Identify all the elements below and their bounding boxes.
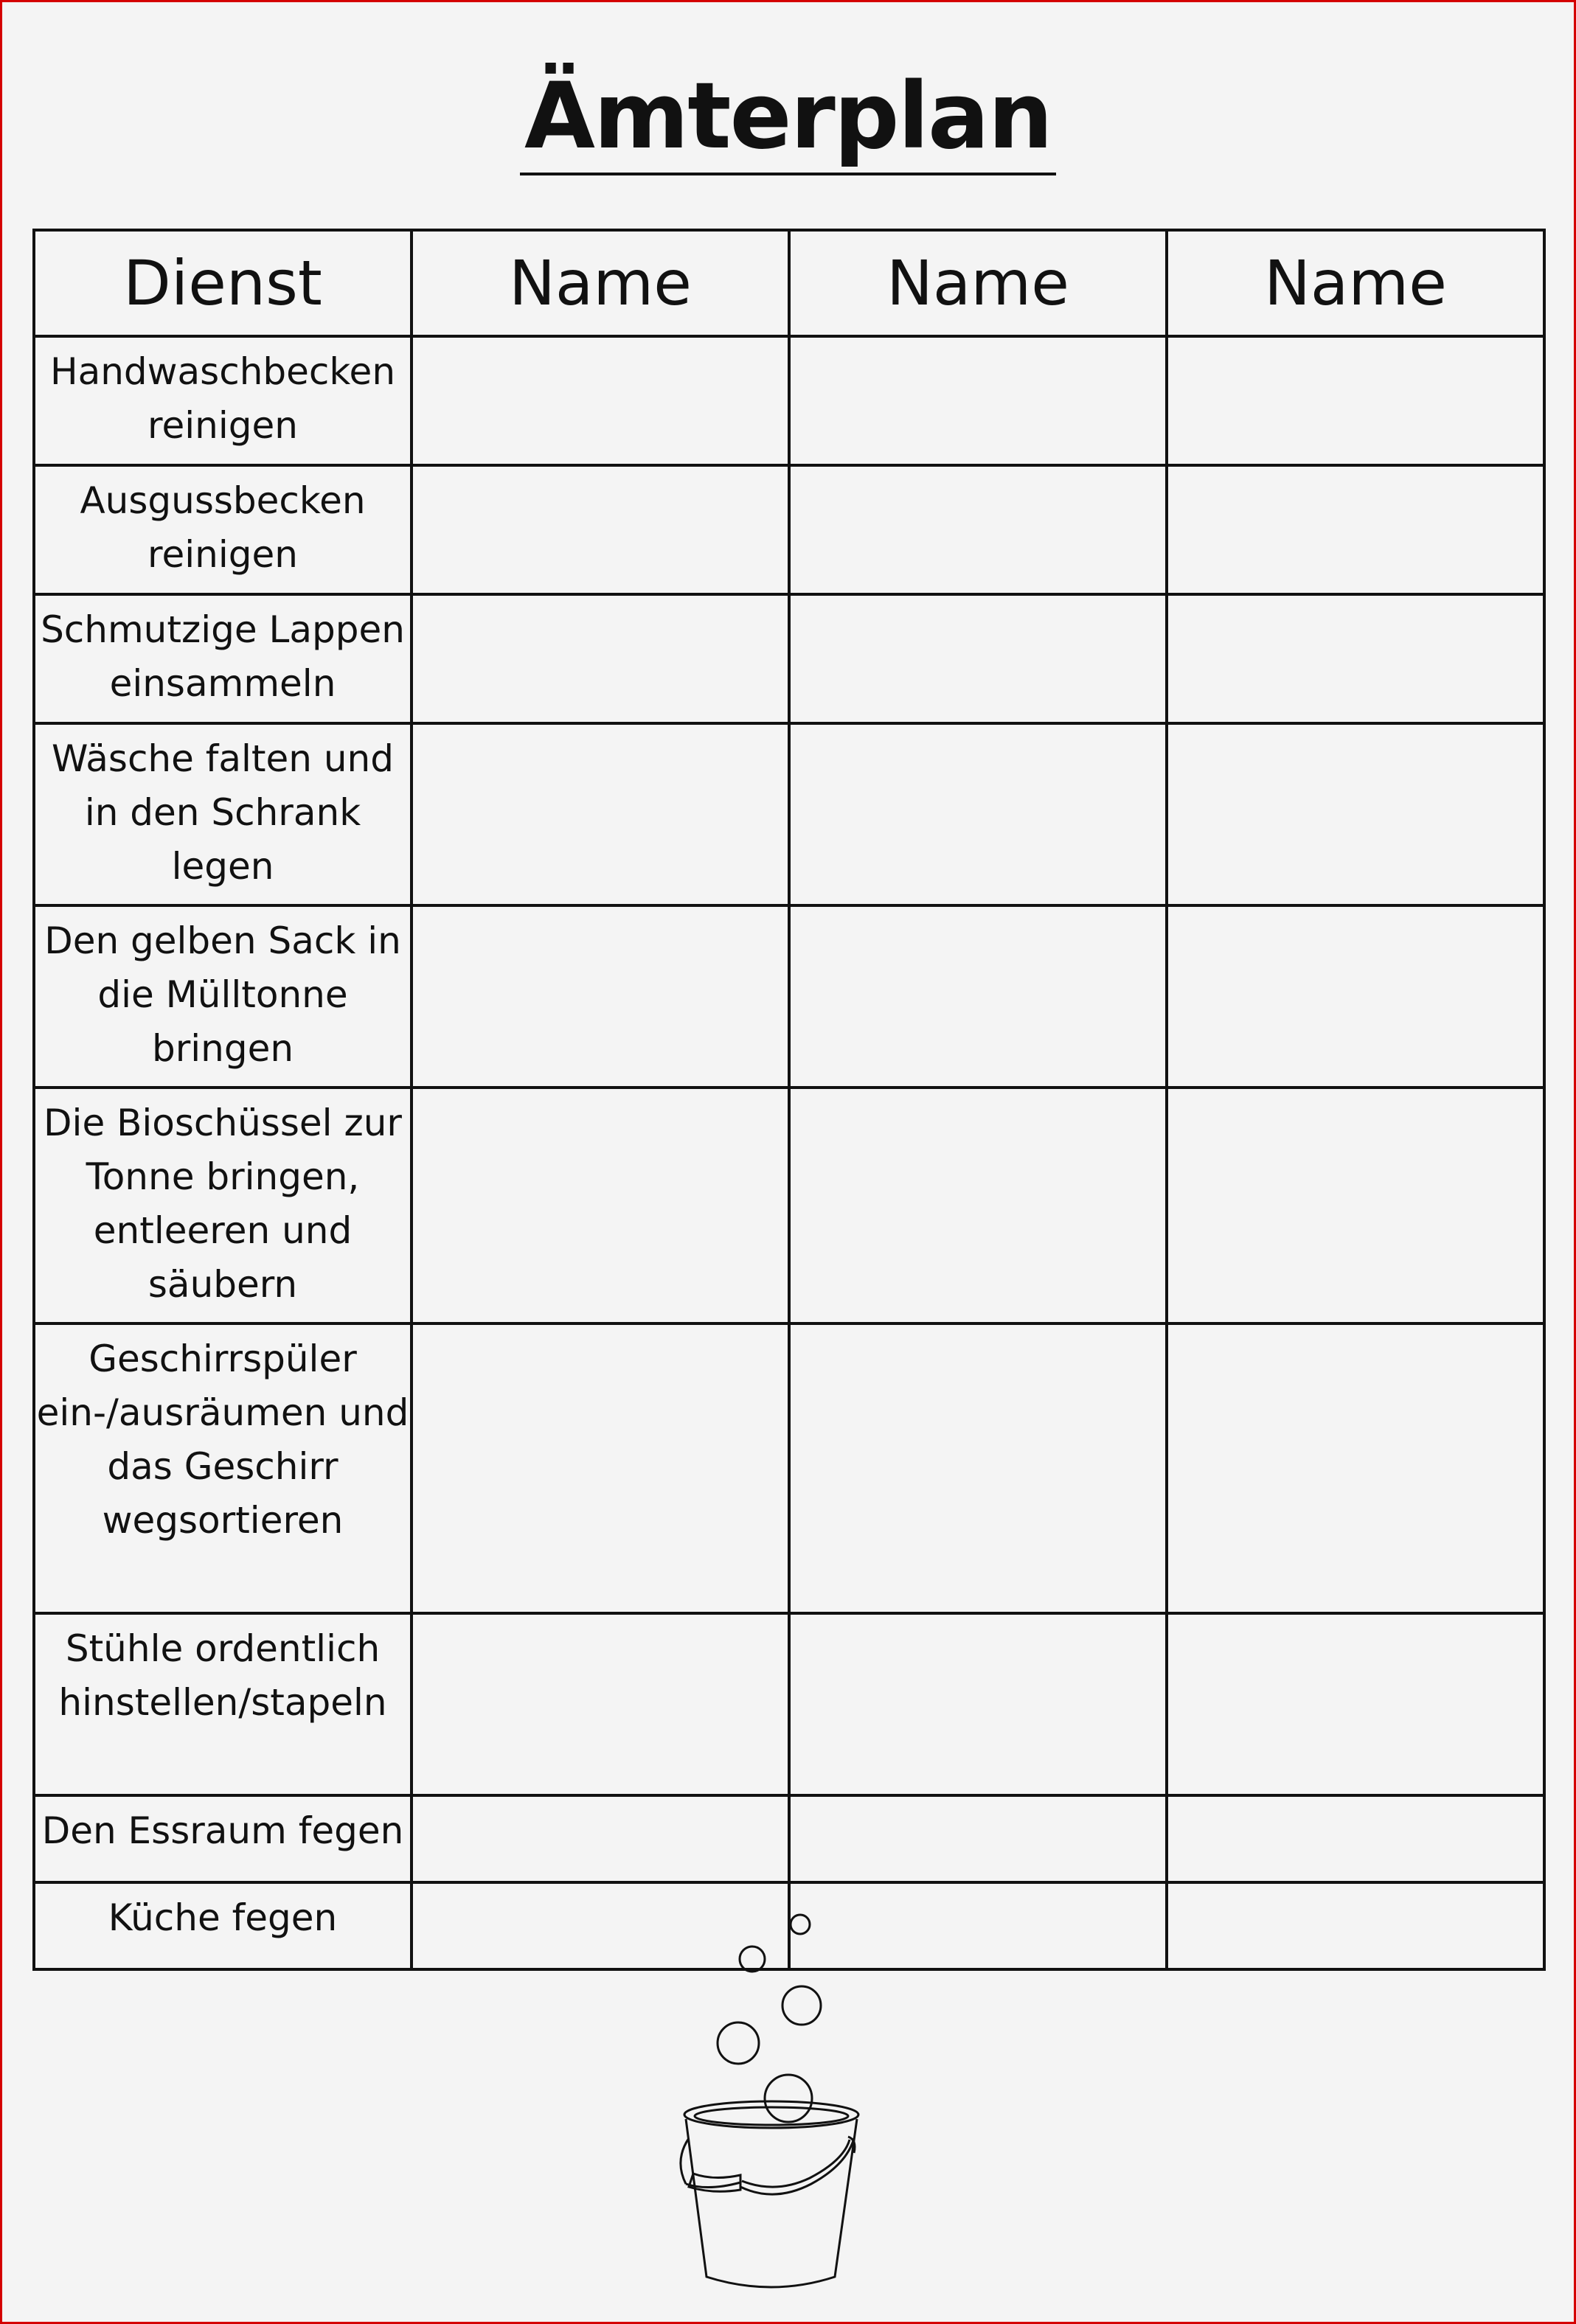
table-row: [34, 594, 1544, 723]
table-row: [34, 1613, 1544, 1795]
name-cell[interactable]: [1167, 723, 1544, 905]
name-cell[interactable]: [412, 594, 789, 723]
name-cell[interactable]: [412, 1323, 789, 1613]
name-cell[interactable]: [1167, 905, 1544, 1088]
name-cell[interactable]: [789, 905, 1167, 1088]
bubble-icon: [765, 2075, 812, 2122]
name-cell[interactable]: [789, 1613, 1167, 1795]
name-cell[interactable]: [789, 336, 1167, 465]
duty-cell: Stühle ordentlich hinstellen/stapeln: [34, 1613, 412, 1795]
name-cell[interactable]: [412, 1613, 789, 1795]
table-row: [34, 465, 1544, 594]
table-row: [34, 723, 1544, 905]
duty-cell: Die Bioschüssel zur Tonne bringen, entleeren und säubern: [34, 1088, 412, 1323]
name-cell[interactable]: [789, 465, 1167, 594]
bubble-icon: [718, 2022, 759, 2064]
name-cell[interactable]: [412, 905, 789, 1088]
bubble-icon: [782, 1986, 821, 2025]
name-cell[interactable]: [789, 1795, 1167, 1882]
name-cell[interactable]: [1167, 1613, 1544, 1795]
table-row: [34, 1795, 1544, 1882]
duty-cell: Schmutzige Lappen einsammeln: [34, 594, 412, 723]
name-cell[interactable]: [1167, 465, 1544, 594]
bubble-icon: [740, 1946, 765, 1972]
header-name: Name: [1167, 230, 1544, 336]
header-name: Name: [412, 230, 789, 336]
duty-cell: Den Essraum fegen: [34, 1795, 412, 1882]
duty-cell: Handwaschbecken reinigen: [34, 336, 412, 465]
duty-cell: Ausgussbecken reinigen: [34, 465, 412, 594]
name-cell[interactable]: [1167, 1088, 1544, 1323]
bucket-with-bubbles-icon: [664, 1902, 900, 2315]
duty-cell: Geschirrspüler ein-/ausräumen und das Geschirr wegsortieren: [34, 1323, 412, 1613]
duty-cell: Den gelben Sack in die Mülltonne bringen: [34, 905, 412, 1088]
name-cell[interactable]: [1167, 1882, 1544, 1969]
name-cell[interactable]: [412, 1795, 789, 1882]
duty-table: [32, 229, 1546, 1971]
name-cell[interactable]: [412, 1088, 789, 1323]
header-duty: Dienst: [34, 230, 412, 336]
header-name: Name: [789, 230, 1167, 336]
name-cell[interactable]: [789, 1088, 1167, 1323]
table-row: [34, 1088, 1544, 1323]
bubble-icon: [791, 1915, 810, 1934]
table-row: [34, 905, 1544, 1088]
name-cell[interactable]: [789, 594, 1167, 723]
name-cell[interactable]: [1167, 336, 1544, 465]
page-title: Ämterplan: [520, 71, 1056, 175]
duty-cell: Wäsche falten und in den Schrank legen: [34, 723, 412, 905]
duty-cell: Küche fegen: [34, 1882, 412, 1969]
table-row: [34, 336, 1544, 465]
table-row: [34, 1323, 1544, 1613]
name-cell[interactable]: [412, 336, 789, 465]
header-row: [34, 230, 1544, 336]
name-cell[interactable]: [789, 1323, 1167, 1613]
title-area: [0, 63, 1576, 175]
name-cell[interactable]: [412, 723, 789, 905]
name-cell[interactable]: [1167, 594, 1544, 723]
name-cell[interactable]: [1167, 1795, 1544, 1882]
name-cell[interactable]: [412, 465, 789, 594]
name-cell[interactable]: [789, 723, 1167, 905]
name-cell[interactable]: [1167, 1323, 1544, 1613]
